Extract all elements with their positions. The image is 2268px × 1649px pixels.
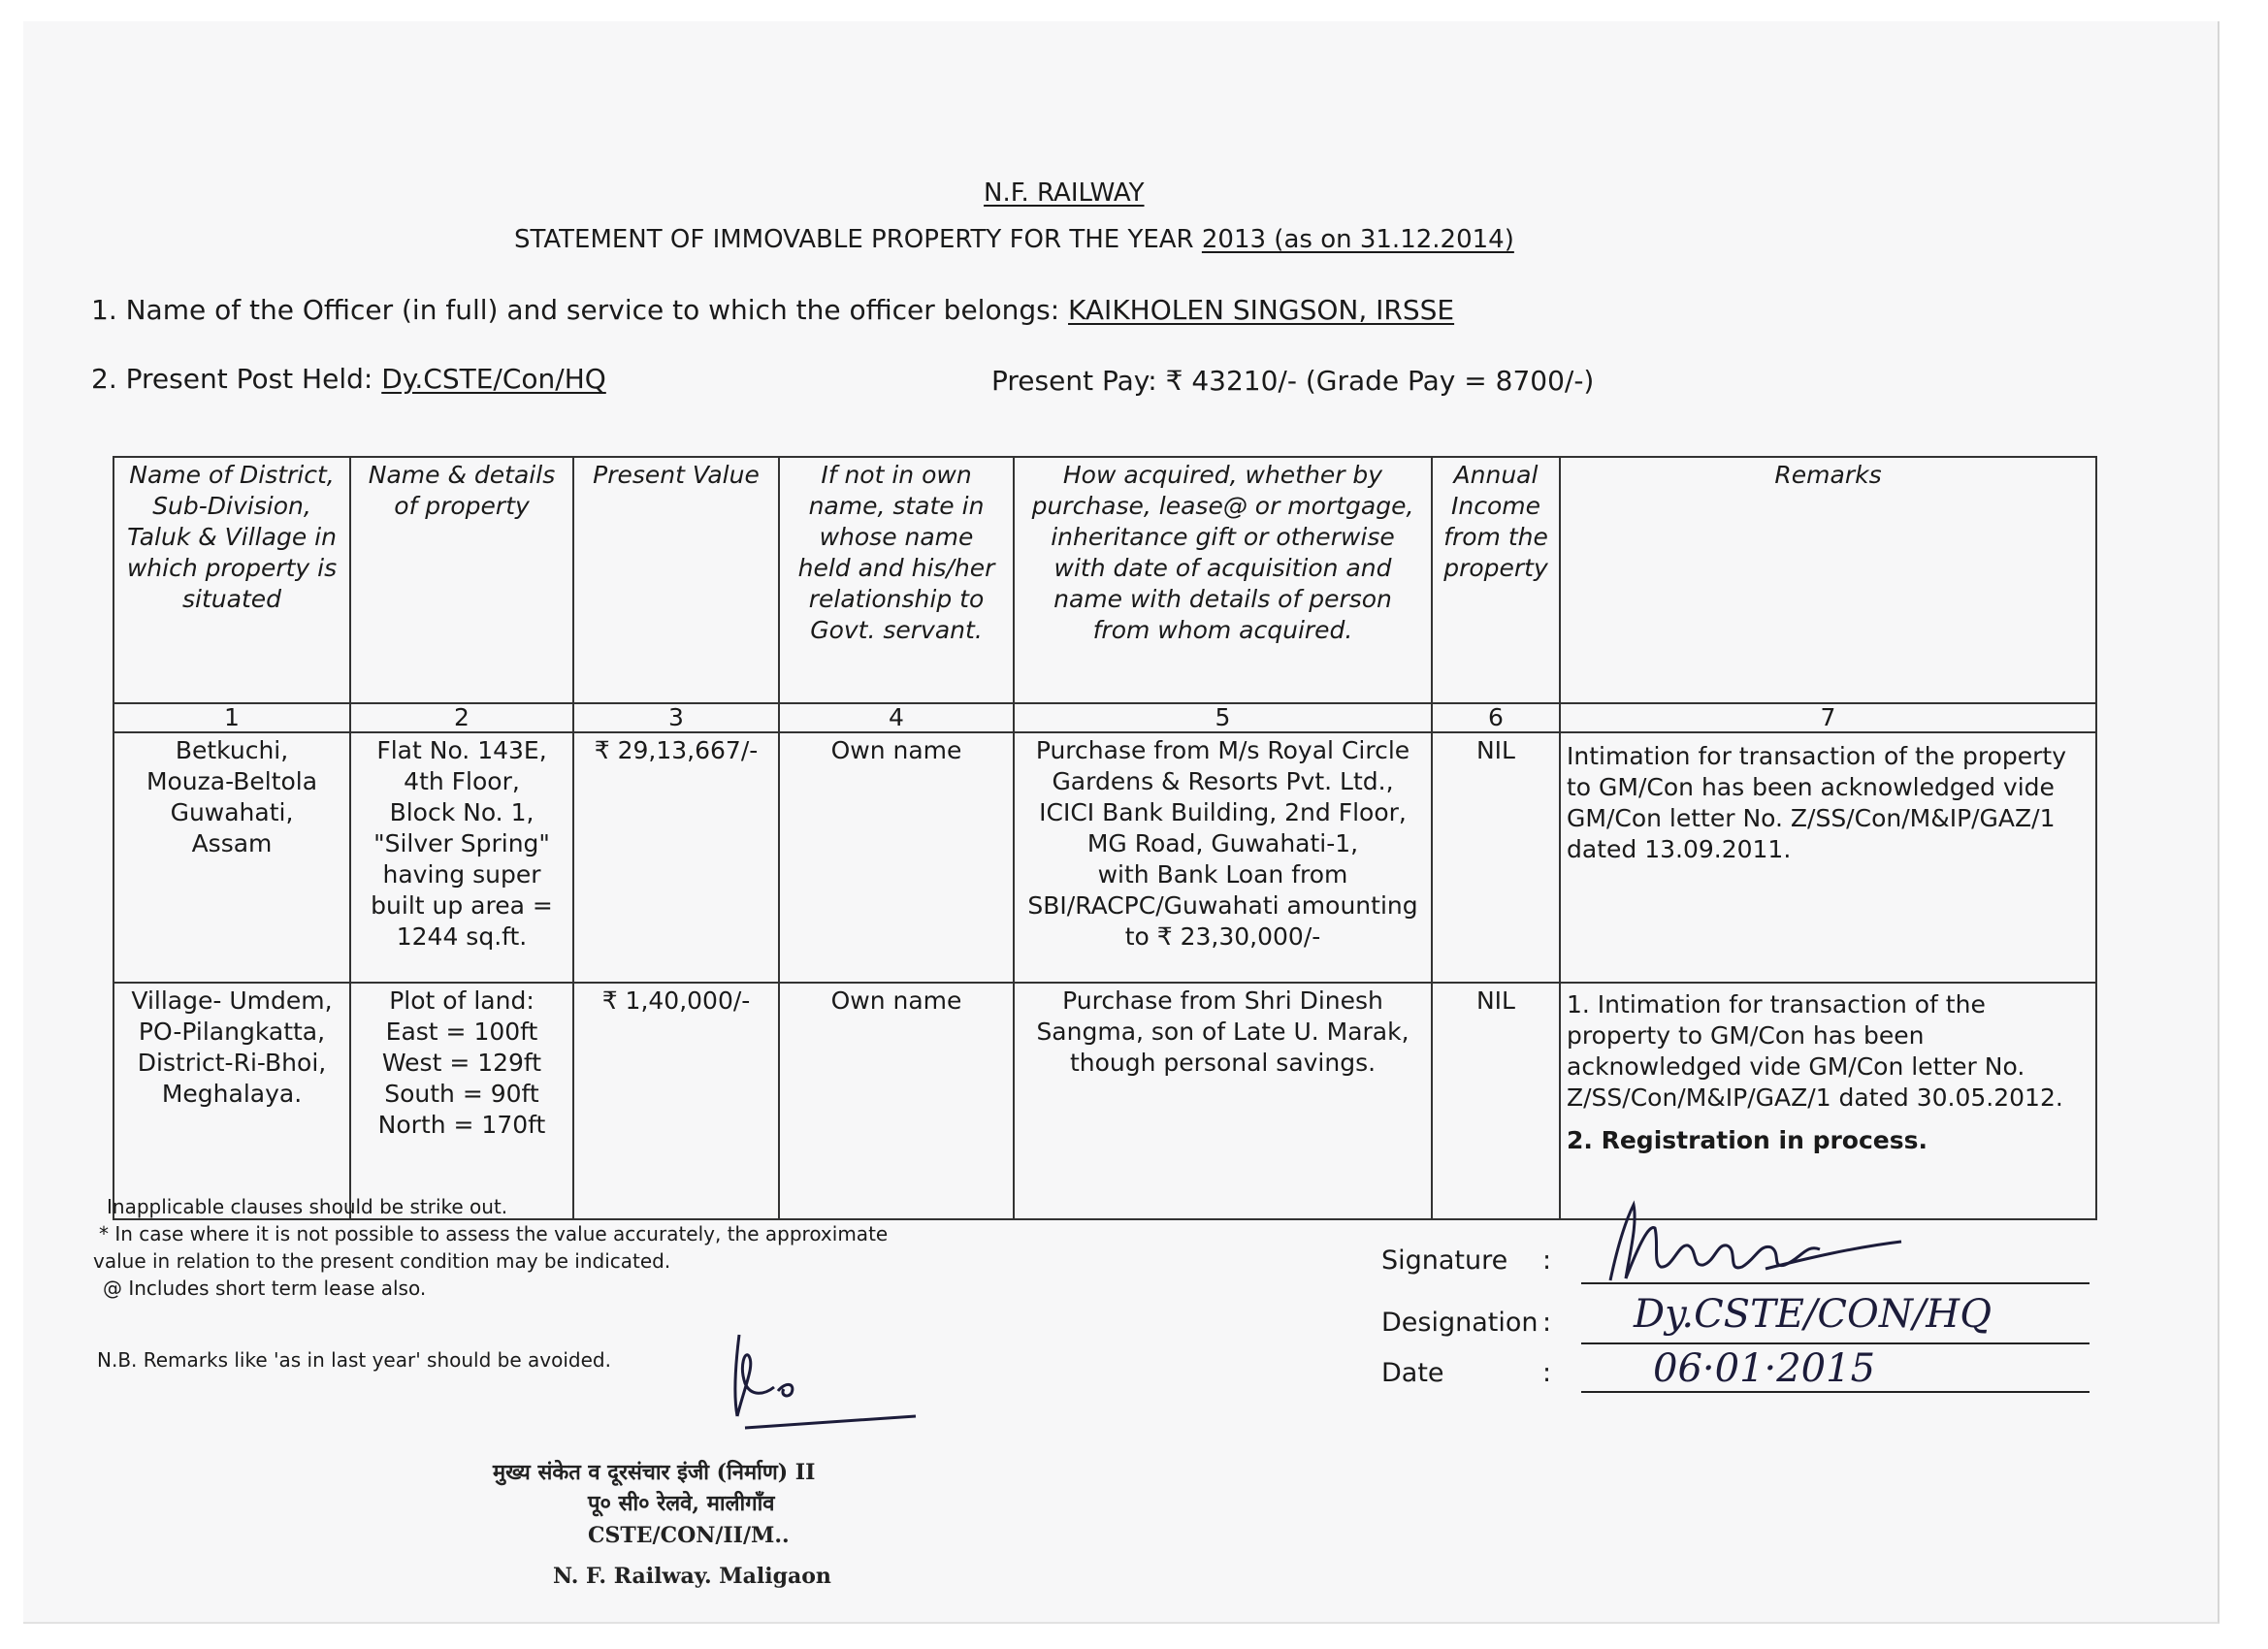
col-number: 1	[113, 703, 350, 732]
document-sheet	[23, 21, 2219, 1624]
designation-label: Designation	[1381, 1308, 1539, 1338]
officer-name-line	[91, 294, 1454, 326]
cell-remarks: Intimation for transaction of the property to GM/Con has been acknowledged vide GM/Con letter No. Z/SS/Con/M&IP/GAZ/1 dated 13.09.2011.	[1560, 732, 2096, 983]
nb-note: N.B. Remarks like 'as in last year' should be avoided.	[97, 1348, 611, 1372]
org-title: N.F. RAILWAY	[984, 178, 1145, 208]
col-number: 4	[779, 703, 1014, 732]
cell-value: ₹ 1,40,000/-	[573, 983, 779, 1219]
stamp-line-3: CSTE/CON/II/M..	[588, 1523, 790, 1548]
statement-title	[514, 225, 1514, 254]
cell-holder: Own name	[779, 732, 1014, 983]
footnote-approximate: * In case where it is not possible to assess the value accurately, the approximate	[99, 1222, 889, 1245]
footnote-lease: @ Includes short term lease also.	[103, 1277, 427, 1300]
cell-income: NIL	[1432, 983, 1560, 1219]
col-number: 3	[573, 703, 779, 732]
date-handwritten: 06·01·2015	[1653, 1346, 1876, 1391]
present-pay: Present Pay: ₹ 43210/- (Grade Pay = 8700/-)	[991, 365, 1595, 397]
col-number: 7	[1560, 703, 2096, 732]
cell-location: Betkuchi, Mouza-Beltola Guwahati, Assam	[113, 732, 350, 983]
col-number: 6	[1432, 703, 1560, 732]
cell-holder: Own name	[779, 983, 1014, 1219]
date-line	[1581, 1389, 2090, 1393]
col-header-value: Present Value	[573, 457, 779, 703]
designation-colon: :	[1542, 1308, 1552, 1338]
post-held-value: Dy.CSTE/Con/HQ	[381, 363, 606, 395]
col-header-details: Name & details of property	[350, 457, 573, 703]
officer-name-label: 1. Name of the Officer (in full) and service to which the officer belongs:	[91, 294, 1069, 326]
column-number-row	[113, 703, 2096, 732]
remarks-registration: 2. Registration in process.	[1567, 1126, 1928, 1154]
designation-handwritten: Dy.CSTE/CON/HQ	[1634, 1292, 1992, 1337]
table-row	[113, 983, 2096, 1219]
post-held-line	[91, 363, 606, 395]
col-header-holder: If not in own name, state in whose name held and his/her relationship to Govt. servant.	[779, 457, 1014, 703]
cell-remarks: 1. Intimation for transaction of the property to GM/Con has been acknowledged vide GM/Con letter No. Z/SS/Con/M&IP/GAZ/1 dated 30.05.2012. 2. Registration in process.	[1560, 983, 2096, 1219]
col-number: 5	[1014, 703, 1432, 732]
stamp-line-4: N. F. Railway. Maligaon	[553, 1564, 831, 1589]
table-row	[113, 732, 2096, 983]
post-held-label: 2. Present Post Held:	[91, 363, 382, 395]
col-number: 2	[350, 703, 573, 732]
col-header-acquisition: How acquired, whether by purchase, lease@ or mortgage, inheritance gift or otherwise with date of acquisition and name with details of person from whom acquired.	[1014, 457, 1432, 703]
stamp-line-2: पू० सी० रेलवे, मालीगाँव	[588, 1491, 775, 1516]
signature-label: Signature	[1381, 1245, 1508, 1276]
cell-value: ₹ 29,13,667/-	[573, 732, 779, 983]
stamp-line-1: मुख्य संकेत व दूरसंचार इंजी (निर्माण) II	[493, 1460, 816, 1485]
cell-details: Plot of land: East = 100ft West = 129ft South = 90ft North = 170ft	[350, 983, 573, 1219]
signature-colon: :	[1542, 1245, 1552, 1276]
cell-details: Flat No. 143E, 4th Floor, Block No. 1, "Silver Spring" having super built up area = 1244 sq.ft.	[350, 732, 573, 983]
footnote-inapplicable: Inapplicable clauses should be strike out.	[107, 1195, 508, 1218]
cell-acquisition: Purchase from M/s Royal Circle Gardens & Resorts Pvt. Ltd., ICICI Bank Building, 2nd Floor, MG Road, Guwahati-1, with Bank Loan from SBI/RACPC/Guwahati amounting to ₹ 23,30,000/-	[1014, 732, 1432, 983]
table-header-row	[113, 457, 2096, 703]
property-table	[113, 456, 2097, 1220]
date-colon: :	[1542, 1358, 1552, 1388]
col-header-location: Name of District, Sub-Division, Taluk & Village in which property is situated	[113, 457, 350, 703]
col-header-remarks: Remarks	[1560, 457, 2096, 703]
statement-prefix: STATEMENT OF IMMOVABLE PROPERTY FOR THE YEAR	[514, 225, 1202, 254]
col-header-income: Annual Income from the property	[1432, 457, 1560, 703]
cell-income: NIL	[1432, 732, 1560, 983]
cell-acquisition: Purchase from Shri Dinesh Sangma, son of Late U. Marak, though personal savings.	[1014, 983, 1432, 1219]
footnote-approximate-cont: value in relation to the present condition may be indicated.	[93, 1249, 671, 1273]
designation-line	[1581, 1341, 2090, 1344]
cell-location: Village- Umdem, PO-Pilangkatta, District-Ri-Bhoi, Meghalaya.	[113, 983, 350, 1219]
statement-year: 2013 (as on 31.12.2014)	[1201, 225, 1514, 254]
date-label: Date	[1381, 1358, 1444, 1388]
officer-name-value: KAIKHOLEN SINGSON, IRSSE	[1068, 294, 1455, 326]
